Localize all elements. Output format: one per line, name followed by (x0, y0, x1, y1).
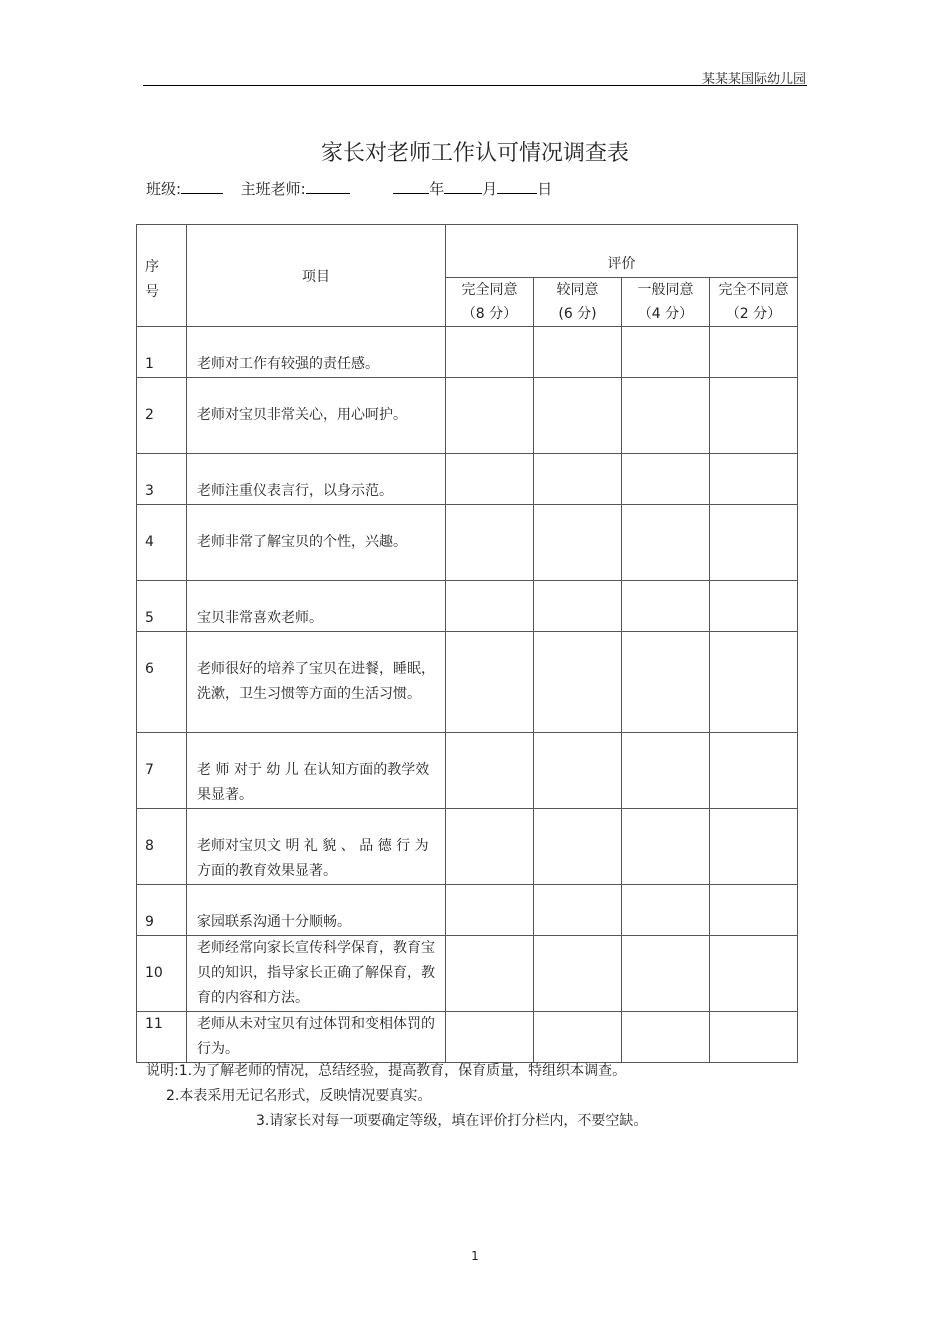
rating-cell[interactable] (710, 809, 798, 885)
table-row (137, 1012, 798, 1063)
row-item: 老师非常了解宝贝的个性，兴趣。 (187, 505, 446, 581)
note-line-1: 说明:1.为了解老师的情况，总结经验，提高教育，保育质量，特组织本调查。 (146, 1063, 627, 1079)
class-blank[interactable] (181, 178, 223, 194)
row-number: 1 (137, 327, 187, 378)
row-item: 老师从未对宝贝有过体罚和变相体罚的行为。 (187, 1012, 446, 1063)
rating-cell[interactable] (534, 885, 622, 936)
rating-cell[interactable] (446, 733, 534, 809)
table-row (137, 885, 798, 936)
page-title: 家长对老师工作认可情况调查表 (320, 141, 629, 166)
rating-cell[interactable] (622, 632, 710, 733)
row-item: 家园联系沟通十分顺畅。 (187, 885, 446, 936)
table-row (137, 936, 798, 1012)
rating-cell[interactable] (446, 505, 534, 581)
rating-cell[interactable] (534, 378, 622, 454)
day-label: 日 (537, 180, 553, 198)
organization-name: 某某某国际幼儿园 (701, 72, 806, 87)
rating-cell[interactable] (446, 454, 534, 505)
rating-cell[interactable] (622, 809, 710, 885)
year-blank[interactable] (393, 178, 429, 194)
rating-cell[interactable] (446, 1012, 534, 1063)
rating-cell[interactable] (446, 378, 534, 454)
table-row (137, 505, 798, 581)
note-line-2: 2.本表采用无记名形式，反映情况要真实。 (166, 1088, 432, 1104)
rating-cell[interactable] (446, 632, 534, 733)
rating-cell[interactable] (710, 885, 798, 936)
table-row (137, 454, 798, 505)
rating-cell[interactable] (534, 581, 622, 632)
table-row (137, 809, 798, 885)
row-item: 老 师 对于 幼 儿 在认知方面的教学效果显著。 (187, 733, 446, 809)
rating-cell[interactable] (622, 936, 710, 1012)
rating-cell[interactable] (622, 505, 710, 581)
rating-cell[interactable] (534, 632, 622, 733)
survey-table (136, 224, 798, 1063)
table-row (137, 733, 798, 809)
rating-cell[interactable] (622, 885, 710, 936)
rating-cell[interactable] (710, 378, 798, 454)
rating-cell[interactable] (710, 936, 798, 1012)
eval-col-agree: 较同意 (6 分) (534, 278, 622, 327)
row-item: 老师对宝贝文 明 礼 貌 、 品 德 行 为方面的教育效果显著。 (187, 809, 446, 885)
rating-cell[interactable] (534, 327, 622, 378)
teacher-blank[interactable] (306, 178, 350, 194)
rating-cell[interactable] (534, 454, 622, 505)
rating-cell[interactable] (622, 733, 710, 809)
rating-cell[interactable] (446, 581, 534, 632)
row-item: 老师注重仪表言行，以身示范。 (187, 454, 446, 505)
day-blank[interactable] (497, 178, 537, 194)
table-row (137, 327, 798, 378)
rating-cell[interactable] (622, 327, 710, 378)
rating-cell[interactable] (534, 809, 622, 885)
eval-col-general-agree: 一般同意 （4 分） (622, 278, 710, 327)
rating-cell[interactable] (622, 1012, 710, 1063)
teacher-label: 主班老师: (240, 180, 306, 198)
row-number: 2 (137, 378, 187, 454)
rating-cell[interactable] (534, 505, 622, 581)
column-header-eval: 评价 (446, 225, 798, 278)
row-number: 10 (137, 936, 187, 1012)
row-item: 老师很好的培养了宝贝在进餐，睡眠，洗漱，卫生习惯等方面的生活习惯。 (187, 632, 446, 733)
form-meta-line (146, 178, 552, 199)
row-item: 老师对宝贝非常关心，用心呵护。 (187, 378, 446, 454)
row-number: 11 (137, 1012, 187, 1063)
column-header-no: 序 号 (137, 225, 187, 327)
rating-cell[interactable] (710, 581, 798, 632)
table-row (137, 632, 798, 733)
rating-cell[interactable] (710, 733, 798, 809)
rating-cell[interactable] (710, 505, 798, 581)
month-label: 月 (482, 180, 498, 198)
row-number: 7 (137, 733, 187, 809)
rating-cell[interactable] (446, 809, 534, 885)
rating-cell[interactable] (710, 454, 798, 505)
table-header-row (137, 225, 798, 278)
header-rule (143, 85, 807, 86)
rating-cell[interactable] (710, 327, 798, 378)
month-blank[interactable] (444, 178, 482, 194)
row-number: 6 (137, 632, 187, 733)
rating-cell[interactable] (534, 1012, 622, 1063)
rating-cell[interactable] (446, 936, 534, 1012)
row-number: 4 (137, 505, 187, 581)
rating-cell[interactable] (622, 378, 710, 454)
class-label: 班级: (146, 180, 182, 198)
rating-cell[interactable] (622, 581, 710, 632)
row-number: 9 (137, 885, 187, 936)
row-item: 宝贝非常喜欢老师。 (187, 581, 446, 632)
note-line-3: 3.请家长对每一项要确定等级，填在评价打分栏内，不要空缺。 (256, 1113, 648, 1129)
column-header-item: 项目 (187, 225, 446, 327)
eval-col-disagree: 完全不同意 （2 分） (710, 278, 798, 327)
rating-cell[interactable] (534, 733, 622, 809)
rating-cell[interactable] (446, 327, 534, 378)
eval-col-fully-agree: 完全同意 （8 分） (446, 278, 534, 327)
row-number: 8 (137, 809, 187, 885)
year-label: 年 (429, 180, 445, 198)
row-item: 老师对工作有较强的责任感。 (187, 327, 446, 378)
rating-cell[interactable] (710, 632, 798, 733)
rating-cell[interactable] (446, 885, 534, 936)
rating-cell[interactable] (622, 454, 710, 505)
rating-cell[interactable] (710, 1012, 798, 1063)
page-number: 1 (471, 1249, 479, 1263)
row-number: 5 (137, 581, 187, 632)
row-item: 老师经常向家长宣传科学保育，教育宝贝的知识，指导家长正确了解保育，教育的内容和方法。 (187, 936, 446, 1012)
table-row (137, 378, 798, 454)
rating-cell[interactable] (534, 936, 622, 1012)
table-row (137, 581, 798, 632)
row-number: 3 (137, 454, 187, 505)
